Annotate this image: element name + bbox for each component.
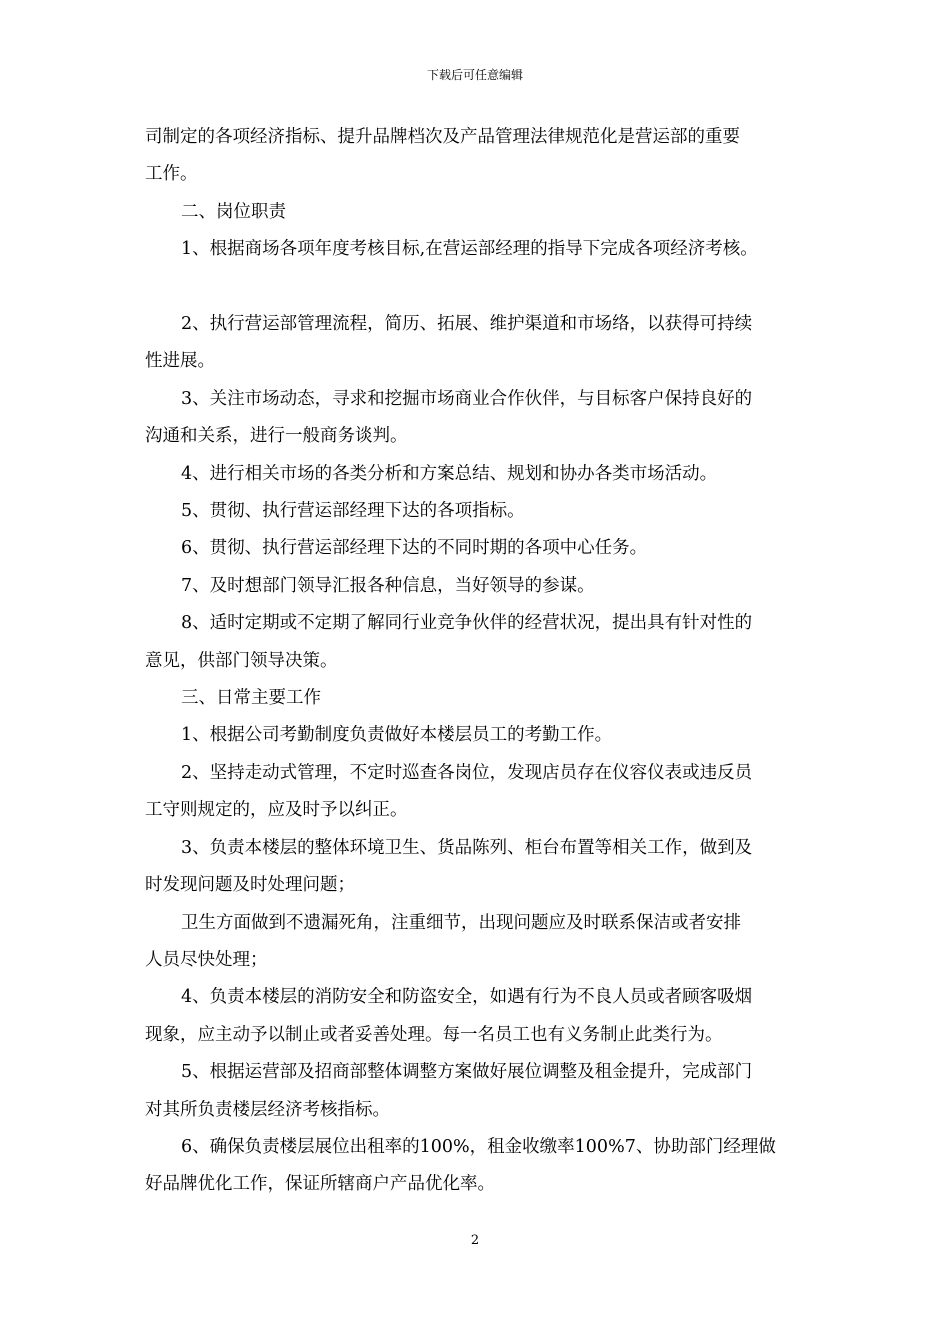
paragraph-line: 6、确保负责楼层展位出租率的100%，租金收缴率100%7、协助部门经理做 bbox=[181, 1136, 776, 1157]
section-heading: 二、岗位职责 bbox=[181, 201, 286, 222]
page-header: 下载后可任意编辑 bbox=[426, 68, 523, 82]
paragraph-line: 5、贯彻、执行营运部经理下达的各项指标。 bbox=[181, 501, 525, 522]
paragraph-line: 性进展。 bbox=[145, 351, 215, 372]
paragraph-line: 对其所负责楼层经济考核指标。 bbox=[145, 1099, 390, 1120]
paragraph-line: 3、负责本楼层的整体环境卫生、货品陈列、柜台布置等相关工作，做到及 bbox=[181, 837, 753, 858]
paragraph-line: 1、根据商场各项年度考核目标,在营运部经理的指导下完成各项经济考核。 bbox=[181, 239, 758, 260]
paragraph-line: 2、坚持走动式管理，不定时巡查各岗位，发现店员存在仪容仪表或违反员 bbox=[181, 762, 753, 783]
blank-line bbox=[145, 269, 825, 306]
document-body bbox=[145, 119, 825, 1204]
paragraph-line: 5、根据运营部及招商部整体调整方案做好展位调整及租金提升，完成部门 bbox=[181, 1062, 753, 1083]
paragraph-line: 2、执行营运部管理流程，简历、拓展、维护渠道和市场络，以获得可持续 bbox=[181, 314, 753, 335]
paragraph-line: 工守则规定的，应及时予以纠正。 bbox=[145, 800, 408, 821]
paragraph-line: 6、贯彻、执行营运部经理下达的不同时期的各项中心任务。 bbox=[181, 538, 648, 559]
paragraph-line: 1、根据公司考勤制度负责做好本楼层员工的考勤工作。 bbox=[181, 725, 613, 746]
paragraph-line: 工作。 bbox=[145, 164, 198, 185]
paragraph-line: 4、负责本楼层的消防安全和防盗安全，如遇有行为不良人员或者顾客吸烟 bbox=[181, 987, 753, 1008]
paragraph-line: 现象，应主动予以制止或者妥善处理。每一名员工也有义务制止此类行为。 bbox=[145, 1024, 723, 1045]
paragraph-line: 时发现问题及时处理问题； bbox=[145, 875, 355, 896]
paragraph-line: 4、进行相关市场的各类分析和方案总结、规划和协办各类市场活动。 bbox=[181, 463, 718, 484]
paragraph-line: 意见，供部门领导决策。 bbox=[145, 650, 338, 671]
paragraph-line: 好品牌优化工作，保证所辖商户产品优化率。 bbox=[145, 1174, 495, 1195]
page-number: 2 bbox=[470, 1233, 480, 1248]
paragraph-line: 人员尽快处理； bbox=[145, 949, 268, 970]
paragraph-line: 卫生方面做到不遗漏死角，注重细节，出现问题应及时联系保洁或者安排 bbox=[181, 912, 741, 933]
paragraph-line: 7、及时想部门领导汇报各种信息，当好领导的参谋。 bbox=[181, 575, 595, 596]
paragraph-line: 8、适时定期或不定期了解同行业竞争伙伴的经营状况，提出具有针对性的 bbox=[181, 613, 753, 634]
paragraph-line: 沟通和关系，进行一般商务谈判。 bbox=[145, 426, 408, 447]
section-heading: 三、日常主要工作 bbox=[181, 688, 321, 709]
paragraph-line: 3、关注市场动态，寻求和挖掘市场商业合作伙伴，与目标客户保持良好的 bbox=[181, 388, 753, 409]
paragraph-line: 司制定的各项经济指标、提升品牌档次及产品管理法律规范化是营运部的重要 bbox=[145, 127, 740, 147]
